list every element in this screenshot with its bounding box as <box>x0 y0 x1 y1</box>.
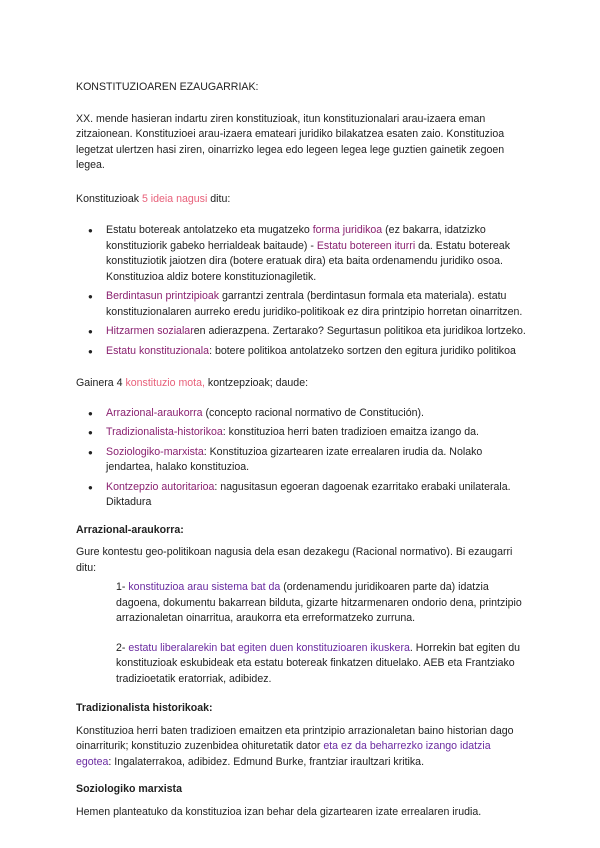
highlight-text: Soziologiko-marxista <box>106 445 204 458</box>
soziologiko-text: Hemen planteatuko da konstituzioa izan behar dela gizartearen izate errealaren irudia. <box>76 805 482 818</box>
ideas-intro-pre: Konstituzioak <box>76 192 142 205</box>
ideas-list <box>76 223 526 359</box>
list-item <box>106 425 526 441</box>
highlight-text: Arrazional-araukorra <box>106 406 203 419</box>
body-text: garrantzi zentrala (berdintasun formala eta materiala). estatu konstituzionalaren aurreko eredu juridiko-politikoak ez dira printzipio horretan oinarritzen. <box>106 290 523 318</box>
types-intro-pre: Gainera 4 <box>76 377 126 389</box>
body-text: Konstituzioa herri baten tradizioen emaitzen eta printzipio arrazionaletan baino historian dago oinarriturik; konstituzio zuzenbidea ohituretatik dator <box>76 724 514 752</box>
body-text: 2- <box>116 641 129 654</box>
intro-paragraph: XX. mende hasieran indartu ziren konstituzioak, itun konstituzionalari arau-izaera eman zitzaionean. Konstituzioei arau-izaera emateari juridiko bilakatzea esaten zaio. Konstituzioa legetzat ulertzen hasi ziren, oinarrizko legea edo legeen legea lege guztien gainetik zegoen legea. <box>76 112 505 171</box>
body-text: : botere politikoa antolatzeko sortzen den egitura juridiko politikoa <box>209 344 516 357</box>
highlight-text: Estatu konstituzionala <box>106 344 210 357</box>
highlight-text: Hitzarmen sozialar <box>106 325 194 337</box>
highlight-text: Kontzepzio autoritarioa <box>106 480 215 493</box>
body-text: : konstituzioa herri baten tradizioen emaitza izango da. <box>222 426 479 438</box>
soziologiko-heading: Soziologiko marxista <box>76 783 182 795</box>
tradizionalista-text <box>76 724 526 771</box>
highlight-text: estatu liberalarekin bat egiten duen konstituzioaren ikuskera <box>128 641 410 654</box>
document-title: KONSTITUZIOAREN EZAUGARRIAK: <box>76 81 259 93</box>
body-text: Estatu botereak antolatzeko eta mugatzeko <box>106 224 313 236</box>
body-text: 1- <box>116 581 129 593</box>
highlight-text: Estatu botereen iturri <box>316 239 416 252</box>
types-intro-post: kontzepzioak; daude: <box>204 377 309 389</box>
highlight-text: Berdintasun printzipioak <box>106 290 220 302</box>
highlight-text: forma juridikoa <box>312 224 383 236</box>
arrazional-point-2 <box>76 641 526 688</box>
list-item <box>106 406 526 422</box>
types-intro <box>76 376 526 392</box>
body-text: (ordenamendu juridikoaren parte da) idatzia dagoena, dokumentu bakarrean bilduta, gizarte hitzarmenaren ondorio dena, printzipio arrazionaletan oinarritua, araukorra eta erreformatzeko zurruna. <box>116 581 522 624</box>
list-item <box>106 289 526 320</box>
arrazional-text: Gure kontestu geo-politikoan nagusia dela esan dezakegu (Racional normativo). Bi ezaugarri ditu: <box>76 546 513 574</box>
highlight-text: Tradizionalista-historikoa <box>106 426 223 438</box>
body-text: . Horrekin bat egiten du konstituzioak eskubideak eta estatu botereak finkatzen dituelako. AEB eta Frantziako tradizioetatik eratorriak, adibidez. <box>116 641 520 685</box>
tradizionalista-heading: Tradizionalista historikoak: <box>76 702 213 714</box>
body-text: da. Estatu botereak konstituziotik jaiotzen dira (botere eratuak dira) eta baita ordenamendu juridiko osoa. Konstituzioa aldiz botere konstituzionagiletik. <box>106 239 510 283</box>
ideas-intro <box>76 192 526 208</box>
body-text: : nagusitasun egoeran dagoenak ezarritako erabaki unilaterala. Diktadura <box>106 480 511 508</box>
list-item <box>106 480 526 511</box>
types-intro-highlight: konstituzio mota, <box>125 377 205 389</box>
list-item <box>106 324 526 340</box>
body-text: (ez bakarra, idatzizko konstituziorik gabeko herrialdeak baitaude) - <box>106 224 486 252</box>
body-text: : Konstituzioa gizartearen izate errealaren irudia da. Nolako jendartea, halako konstituzioa. <box>106 445 483 473</box>
highlight-text: eta ez da beharrezko izango idatzia egotea <box>76 740 491 768</box>
list-item <box>106 223 526 285</box>
types-list <box>76 406 526 511</box>
arrazional-point-1 <box>76 580 526 627</box>
ideas-intro-highlight: 5 ideia nagusi <box>141 192 208 205</box>
body-text: : Ingalaterrakoa, adibidez. Edmund Burke, frantziar iraultzari kritika. <box>108 755 425 768</box>
list-item <box>106 445 526 476</box>
list-item <box>106 344 526 360</box>
arrazional-heading: Arrazional-araukorra: <box>76 523 184 536</box>
document-content <box>76 80 526 820</box>
body-text: en adierazpena. Zertarako? Segurtasun politikoa eta juridikoa lortzeko. <box>193 325 526 337</box>
highlight-text: konstituzioa arau sistema bat da <box>128 581 281 593</box>
body-text: (concepto racional normativo de Constitución). <box>202 406 424 419</box>
ideas-intro-post: ditu: <box>207 192 231 205</box>
